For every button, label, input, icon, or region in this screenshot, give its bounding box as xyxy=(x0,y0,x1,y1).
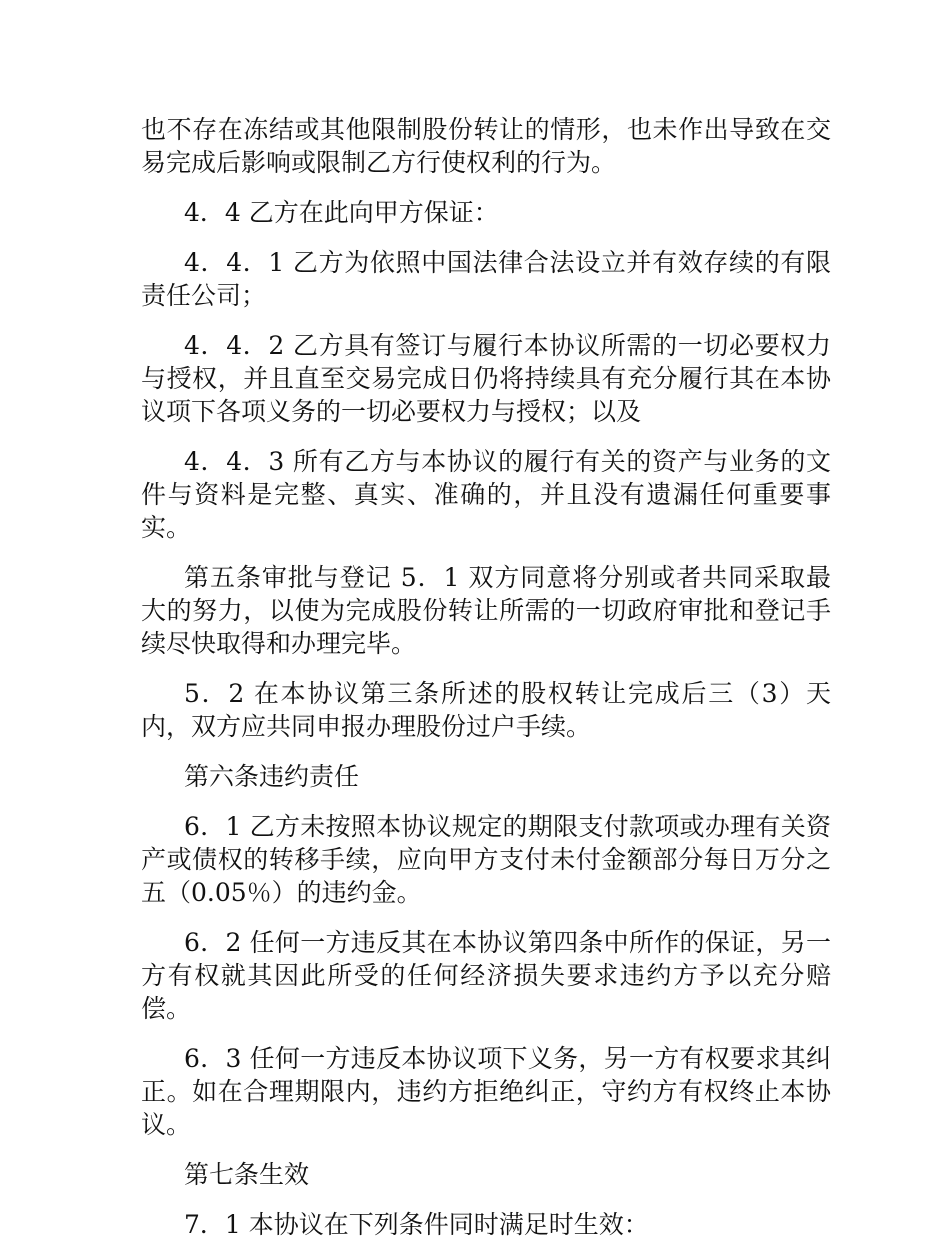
paragraph-clause-4-4-1: 4．4．1 乙方为依照中国法律合法设立并有效存续的有限责任公司； xyxy=(141,248,831,310)
paragraph-clause-6-1: 6．1 乙方未按照本协议规定的期限支付款项或办理有关资产或债权的转移手续，应向甲方支付未付金额部分每日万分之五（0.05％）的违约金。 xyxy=(141,812,831,907)
paragraph-clause-4-4-3: 4．4．3 所有乙方与本协议的履行有关的资产与业务的文件与资料是完整、真实、准确的，并且没有遗漏任何重要事实。 xyxy=(141,447,831,542)
heading-article-7: 第七条生效 xyxy=(184,1160,310,1189)
paragraph-clause-4-4-2: 4．4．2 乙方具有签订与履行本协议所需的一切必要权力与授权，并且直至交易完成日仍将持续具有充分履行其在本协议项下各项义务的一切必要权力与授权；以及 xyxy=(141,331,831,426)
paragraph-clause-6-2: 6．2 任何一方违反其在本协议第四条中所作的保证，另一方有权就其因此所受的任何经济损失要求违约方予以充分赔偿。 xyxy=(141,928,831,1023)
document-body xyxy=(141,113,831,1258)
paragraph-continuation: 也不存在冻结或其他限制股份转让的情形，也未作出导致在交易完成后影响或限制乙方行使权利的行为。 xyxy=(141,115,831,177)
paragraph-clause-7-1: 7．1 本协议在下列条件同时满足时生效： xyxy=(184,1210,649,1239)
heading-article-6: 第六条违约责任 xyxy=(184,762,360,791)
paragraph-clause-6-3: 6．3 任何一方违反本协议项下义务，另一方有权要求其纠正。如在合理期限内，违约方拒绝纠正，守约方有权终止本协议。 xyxy=(141,1044,831,1139)
paragraph-article-5: 第五条审批与登记 5．1 双方同意将分别或者共同采取最大的努力，以使为完成股份转让所需的一切政府审批和登记手续尽快取得和办理完毕。 xyxy=(141,563,831,658)
paragraph-clause-4-4: 4．4 乙方在此向甲方保证： xyxy=(184,198,499,227)
paragraph-clause-5-2: 5．2 在本协议第三条所述的股权转让完成后三（3）天内，双方应共同申报办理股份过户手续。 xyxy=(141,679,831,741)
